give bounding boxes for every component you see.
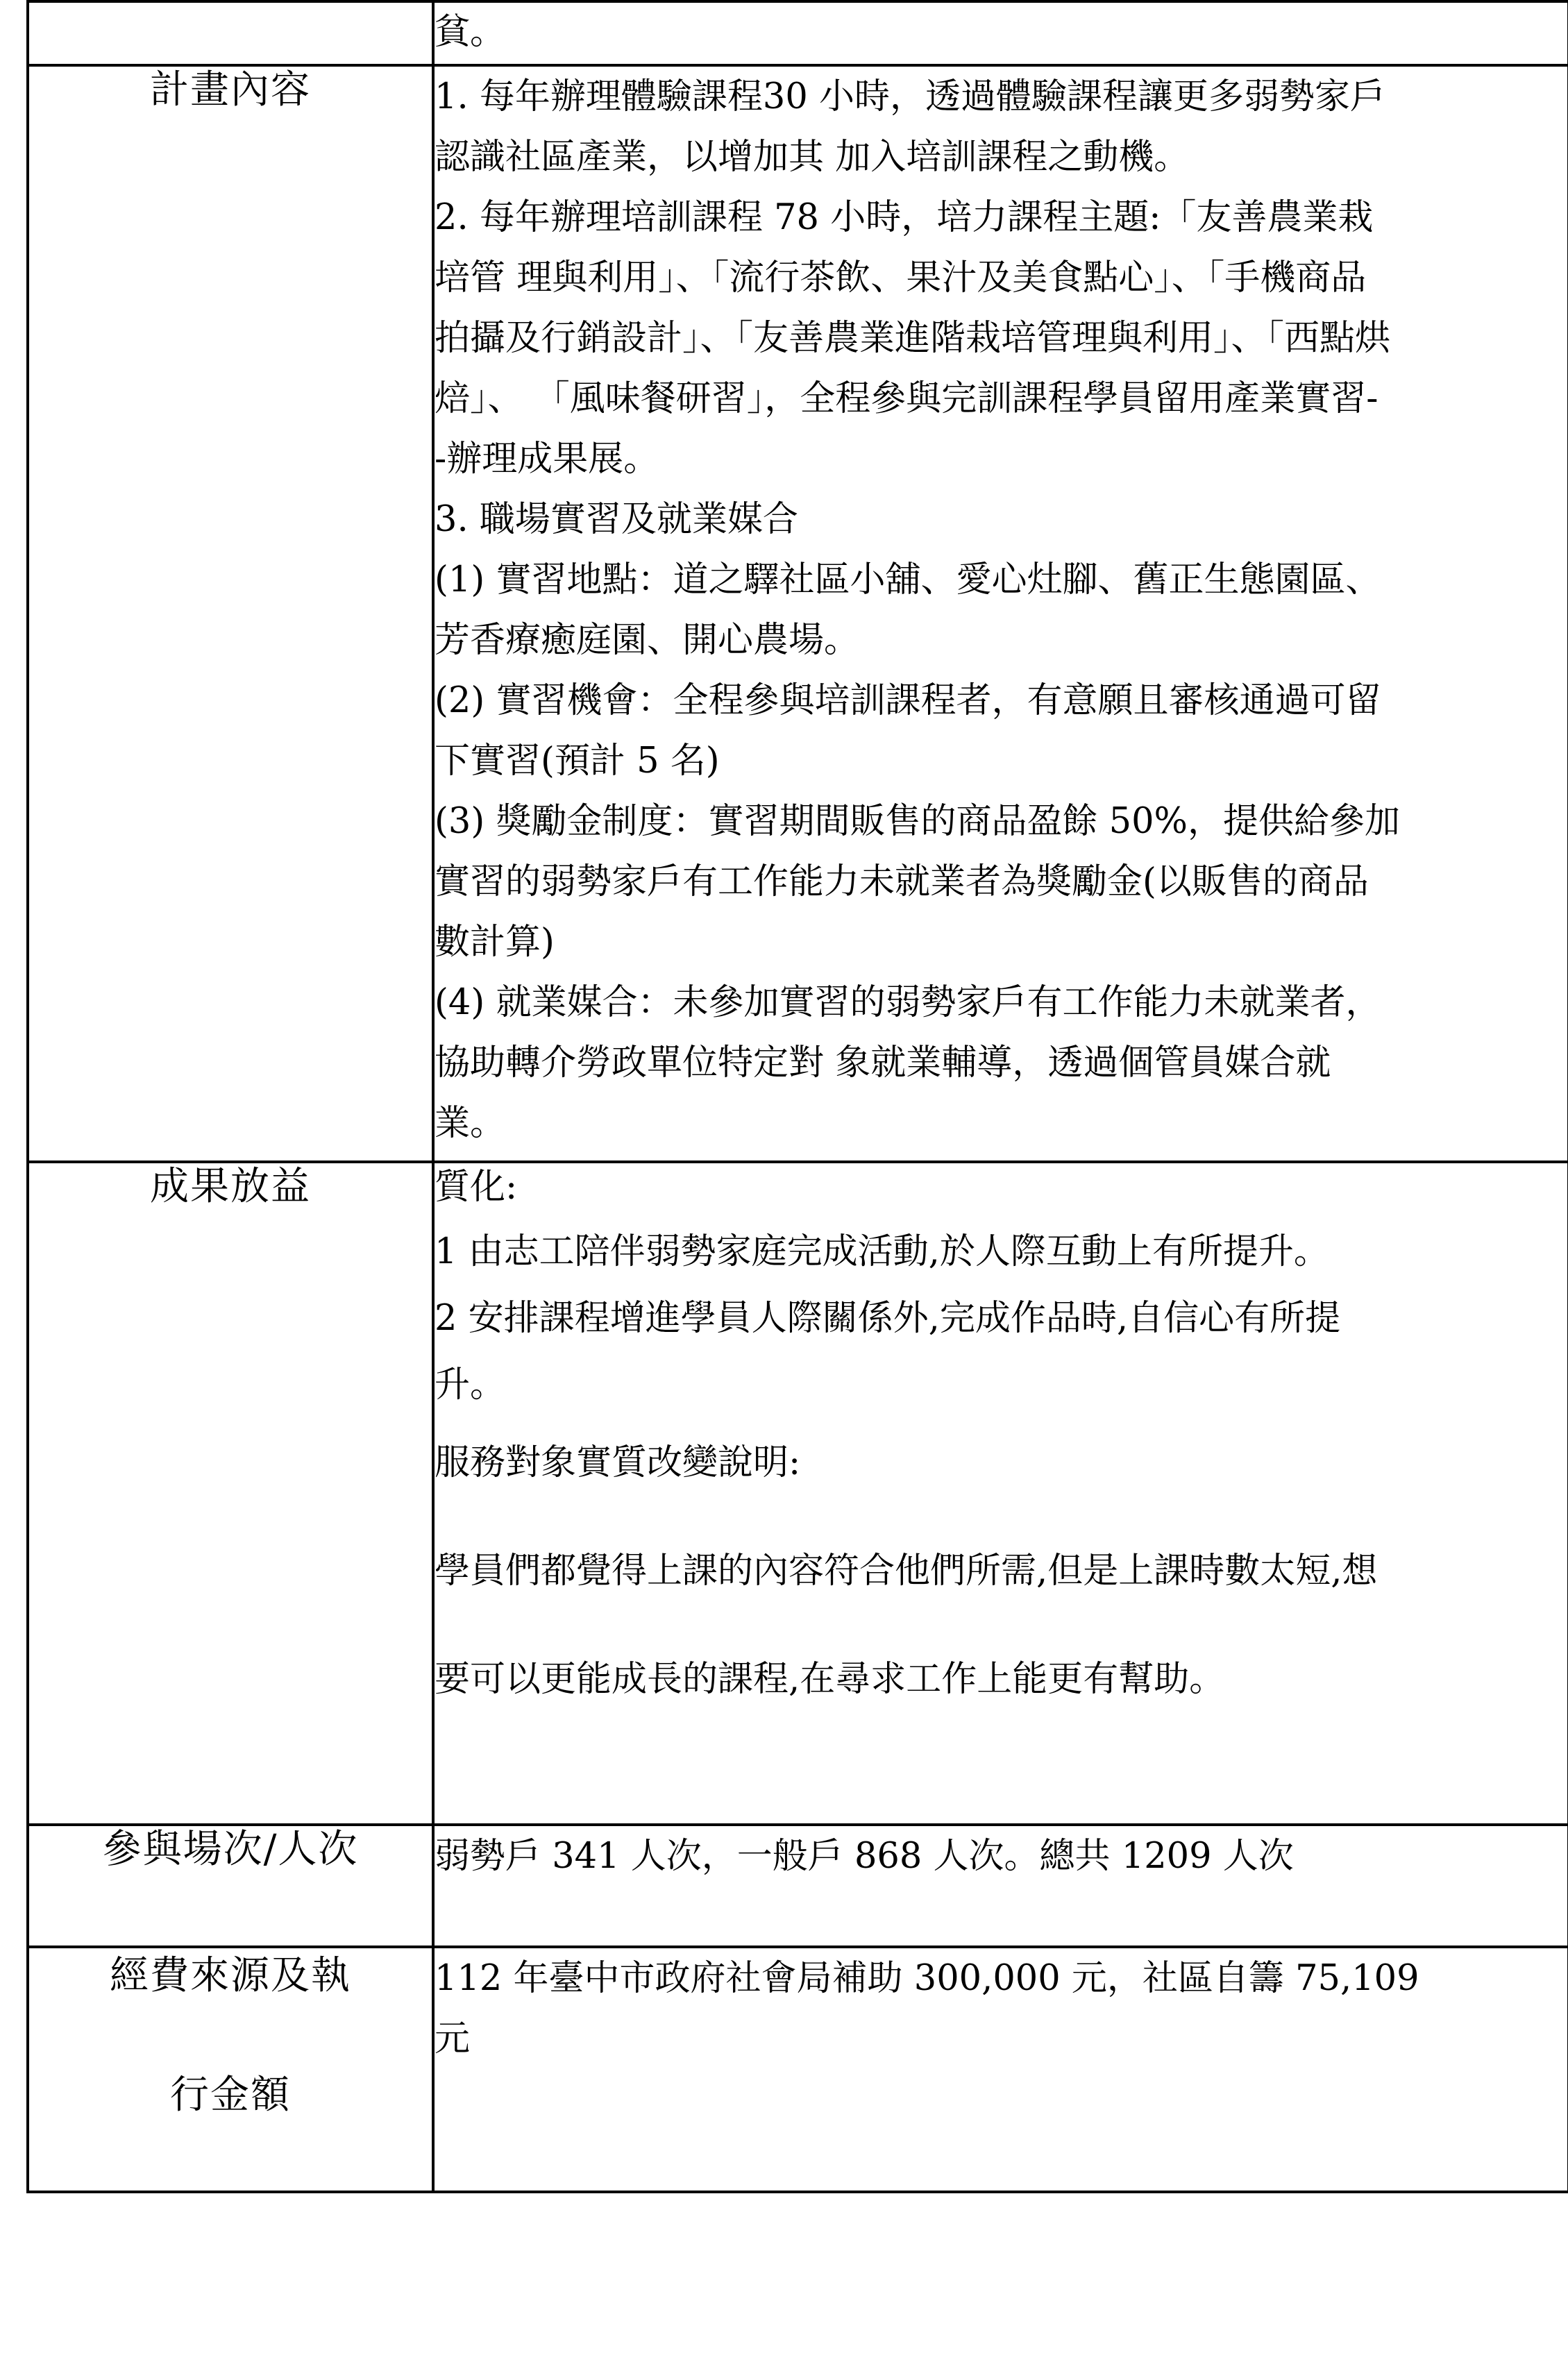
change-title: 服務對象實質改變說明: — [435, 1442, 801, 1483]
continuation-text: 貧。 — [435, 12, 506, 53]
plan-line: (3) 獎勵金制度：實習期間販售的商品盈餘 50%，提供給參加 — [435, 801, 1401, 842]
plan-label: 計畫內容 — [28, 65, 433, 1162]
results-line: 升。 — [435, 1365, 506, 1406]
funding-label-line: 行金額 — [170, 2073, 291, 2118]
table-row-plan — [28, 65, 1568, 1162]
empty-label-cell — [28, 1, 433, 65]
table-row-results — [28, 1162, 1568, 1825]
plan-content — [433, 65, 1568, 1162]
table-row-participation — [28, 1825, 1568, 1947]
participation-label: 參與場次/人次 — [28, 1825, 433, 1947]
plan-line: 認識社區產業，以增加其 加入培訓課程之動機。 — [435, 137, 1190, 178]
funding-line: 112 年臺中市政府社會局補助 300,000 元，社區自籌 75,109 — [435, 1958, 1419, 1999]
plan-line: 培管 理與利用」、「流行茶飲、果汁及美食點心」、「手機商品 — [435, 258, 1367, 298]
quality-title: 質化: — [435, 1167, 518, 1208]
table-row-continuation — [28, 1, 1568, 65]
funding-content — [433, 1947, 1568, 2192]
funding-line: 元 — [435, 2018, 471, 2059]
plan-line: 實習的弱勢家戶有工作能力未就業者為獎勵金(以販售的商品 — [435, 861, 1369, 902]
plan-line: 協助轉介勞政單位特定對 象就業輔導，透過個管員媒合就 — [435, 1043, 1331, 1083]
plan-line: 焙」、 「風味餐研習」，全程參與完訓課程學員留用產業實習- — [435, 378, 1379, 419]
participation-text: 弱勢戶 341 人次，一般戶 868 人次。總共 1209 人次 — [433, 1825, 1568, 1947]
continuation-text-cell — [433, 1, 1568, 65]
plan-line: 業。 — [435, 1103, 506, 1144]
plan-line: 1. 每年辦理體驗課程30 小時，透過體驗課程讓更多弱勢家戶 — [435, 76, 1385, 117]
funding-label — [28, 1947, 433, 2192]
plan-line: (2) 實習機會：全程參與培訓課程者，有意願且審核通過可留 — [435, 680, 1381, 721]
plan-line: (1) 實習地點：道之驛社區小舖、愛心灶腳、舊正生態園區、 — [435, 559, 1381, 600]
plan-line: -辦理成果展。 — [435, 439, 659, 480]
table-row-funding — [28, 1947, 1568, 2192]
results-line: 1 由志工陪伴弱勢家庭完成活動,於人際互動上有所提升。 — [435, 1231, 1329, 1272]
results-line: 2 安排課程增進學員人際關係外,完成作品時,自信心有所提 — [435, 1298, 1341, 1339]
plan-line: 芳香療癒庭園、開心農場。 — [435, 620, 860, 661]
results-label: 成果放益 — [28, 1162, 433, 1825]
report-table — [26, 0, 1568, 2193]
plan-line: 2. 每年辦理培訓課程 78 小時，培力課程主題:「友善農業栽 — [435, 197, 1374, 238]
results-content — [433, 1162, 1568, 1825]
plan-line: (4) 就業媒合：未參加實習的弱勢家戶有工作能力未就業者， — [435, 982, 1381, 1023]
change-line: 要可以更能成長的課程,在尋求工作上能更有幫助。 — [435, 1659, 1225, 1700]
plan-line: 3. 職場實習及就業媒合 — [435, 499, 798, 540]
funding-label-line: 經費來源及執 — [110, 1953, 351, 1998]
plan-line: 拍攝及行銷設計」、「友善農業進階栽培管理與利用」、「西點烘 — [435, 318, 1391, 359]
plan-line: 數計算) — [435, 922, 555, 963]
change-line: 學員們都覺得上課的內容符合他們所需,但是上課時數太短,想 — [435, 1551, 1378, 1592]
plan-line: 下實習(預計 5 名) — [435, 741, 720, 782]
